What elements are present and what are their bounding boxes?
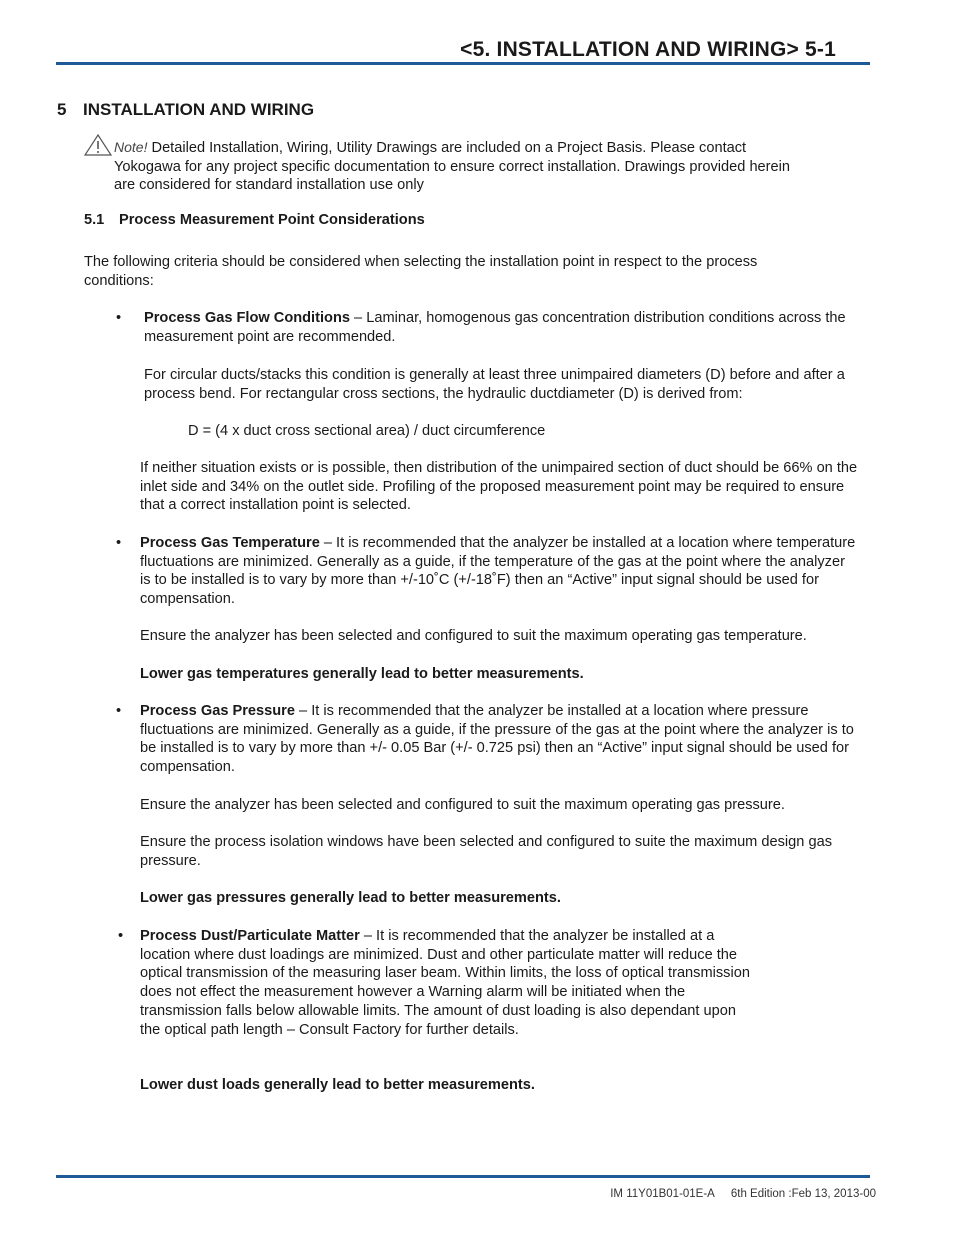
section-number: 5: [57, 100, 67, 119]
bullet-dust-particulate: [140, 927, 752, 1039]
note-line-2: Yokogawa for any project specific documentation to ensure correct installation. Drawings provided herein: [114, 158, 791, 175]
formula: D = (4 x duct cross sectional area) / duct circumference: [188, 423, 546, 439]
bullet-bold-note: Lower gas temperatures generally lead to better measurements.: [140, 666, 584, 682]
bullet-marker: •: [116, 703, 122, 719]
bullet-term: Process Gas Pressure: [140, 703, 295, 719]
page-header-title: <5. INSTALLATION AND WIRING> 5-1: [460, 38, 836, 61]
subsection-title: Process Measurement Point Considerations: [119, 212, 425, 228]
bullet-term: Process Gas Temperature: [140, 535, 320, 551]
note-block: [84, 138, 874, 195]
bullet-marker: •: [116, 310, 122, 326]
bullet-paragraph: Ensure the process isolation windows have been selected and configured to suite the maximum design gas pressure.: [140, 834, 832, 869]
bullet-marker: •: [116, 535, 122, 551]
page-footer: [610, 1188, 876, 1200]
bullet-text: – It is recommended that the analyzer be installed at a location where temperature fluctuations are minimized. Generally as a guide, if the temperature of the gas at the point where the analyzer is to be installed is to vary by more than +/-10˚C (+/-18˚F) then an “Active” input signal should be used for compensation.: [140, 535, 856, 608]
bullet-marker: •: [118, 928, 124, 944]
bullet-paragraph: Ensure the analyzer has been selected and configured to suit the maximum operating gas temperature.: [140, 628, 807, 644]
bullet-bold-note: Lower gas pressures generally lead to better measurements.: [140, 890, 561, 906]
subsection-number: 5.1: [84, 212, 105, 228]
bullet-term: Process Gas Flow Conditions: [144, 310, 350, 326]
bullet-term: Process Dust/Particulate Matter: [140, 928, 360, 944]
bullet-gas-pressure: [140, 702, 862, 777]
note-label: Note!: [114, 139, 148, 155]
footer-doc-id: IM 11Y01B01-01E-A: [610, 1188, 715, 1200]
section-heading: [57, 100, 314, 120]
bullet-text: – It is recommended that the analyzer be installed at a location where pressure fluctuations are minimized. Generally as a guide, if the pressure of the gas at the point where the analyzer is to be installed is to vary by more than +/- 0.05 Bar (+/- 0.725 psi) then an “Active” input signal should be used for compensation.: [140, 703, 854, 776]
intro-paragraph: The following criteria should be considered when selecting the installation point in respect to the process conditions:: [84, 254, 758, 289]
bullet-gas-temperature: [140, 534, 858, 609]
bullet-paragraph: If neither situation exists or is possible, then distribution of the unimpaired section of duct should be 66% on the inlet side and 34% on the outlet side. Profiling of the proposed measurement point may be required to ensure that a correct installation point is selected.: [140, 460, 858, 514]
header-rule: [56, 62, 870, 65]
bullet-paragraph: Ensure the analyzer has been selected and configured to suit the maximum operating gas pressure.: [140, 797, 785, 813]
bullet-text: – Laminar, homogenous gas concentration distribution conditions across the measurement point are recommended.: [144, 310, 846, 345]
note-text-1: Detailed Installation, Wiring, Utility Drawings are included on a Project Basis. Please contact: [151, 140, 747, 156]
subsection-heading: [84, 212, 425, 228]
bullet-gas-flow: [144, 309, 849, 346]
note-line-3: are considered for standard installation use only: [114, 177, 424, 194]
bullet-bold-note: Lower dust loads generally lead to better measurements.: [140, 1077, 535, 1093]
bullet-paragraph: For circular ducts/stacks this condition is generally at least three unimpaired diameters (D) before and after a process bend. For rectangular cross sections, the hydraulic ductdiameter (D) is derived from:: [144, 367, 845, 402]
footer-edition: 6th Edition :Feb 13, 2013-00: [730, 1188, 876, 1200]
note-line-1: [84, 138, 874, 158]
section-title: INSTALLATION AND WIRING: [83, 100, 315, 119]
bullet-text: – It is recommended that the analyzer be installed at a location where dust loadings are minimized. Dust and other particulate matter will reduce the optical transmission of the measuring laser beam. Within limits, the loss of optical transmission does not effect the measurement however a Warning alarm will be initiated when the transmission falls below allowable limits. The amount of dust loading is also dependant upon the optical path length – Consult Factory for further details.: [140, 928, 750, 1038]
footer-rule: [56, 1175, 870, 1178]
